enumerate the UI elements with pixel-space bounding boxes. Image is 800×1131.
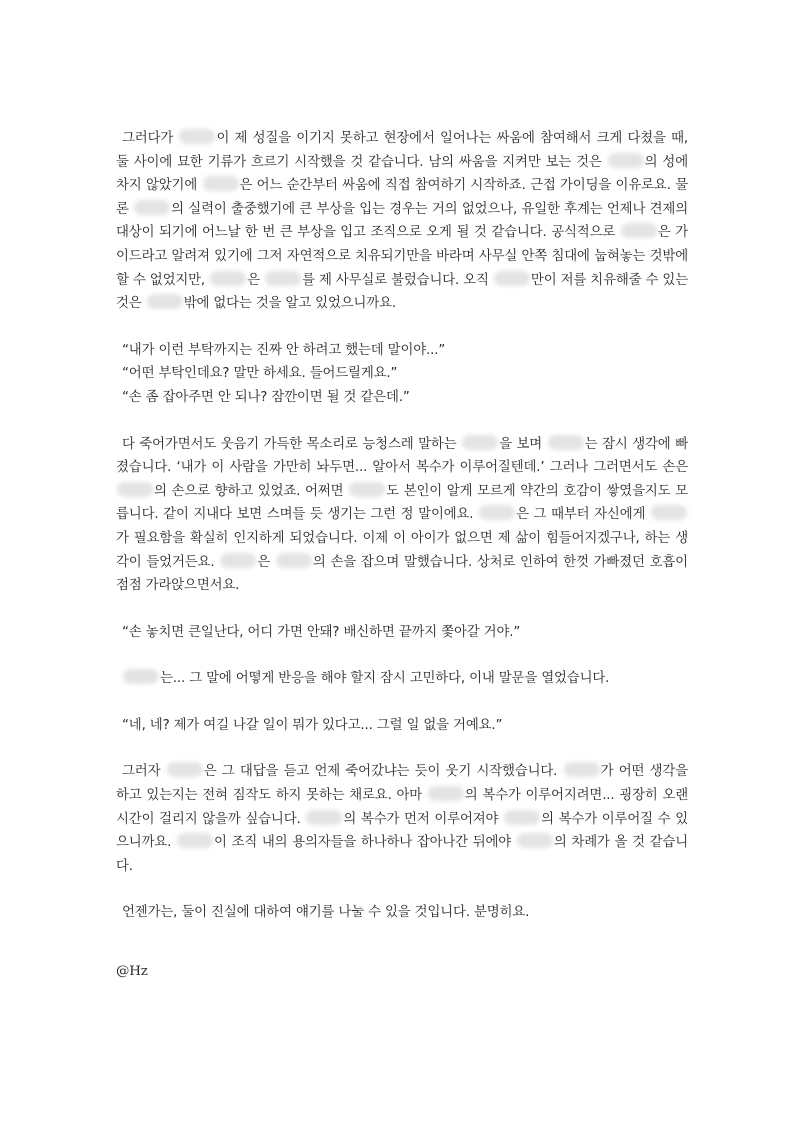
signature: @Hz: [116, 964, 148, 980]
redacted-name: [651, 505, 687, 520]
quote-2: “어떤 부탁인데요? 말만 하세요. 들어드릴게요.”: [122, 366, 398, 382]
paragraph-1: 그러다가 이 제 성질을 이기지 못하고 현장에서 일어나는 싸움에 참여해서 크게 다쳤을 때, 둘 사이에 묘한 기류가 흐르기 시작했을 것 같습니다. 남의 싸움을 지켜만 보는 것은 의 성에 차지 않았기에 은 어느 순간부터 싸움에 직접 참여하기 시작하죠. 근접 가이딩을 이유로요. 물론 의 실력이 출중했기에 큰 부상을 입는 경우는 거의 없었으나, 유일한 후계는 언제나 견제의 대상이 되기에 어느날 한 번 큰 부상을 입고 조직으로 오게 될 것 같습니다. 공식적으로 은 가이드라고 알려져 있기에 그저 자연적으로 치유되기만을 바라며 사무실 안쪽 침대에 눕혀놓는 것밖에 할 수 없었지만, 은 를 제 사무실로 불렀습니다. 오직 만이 저를 치유해줄 수 있는 것은 밖에 없다는 것을 알고 있었으니까요.: [116, 131, 689, 312]
quote-3: “손 좀 잡아주면 안 되나? 잠깐이면 될 것 같은데.”: [122, 389, 410, 405]
redacted-name: [167, 762, 203, 777]
quote-4: “손 놓치면 큰일난다, 어디 가면 안돼? 배신하면 끝까지 쫓아갈 거야.”: [122, 624, 521, 640]
redacted-name: [220, 553, 256, 568]
redacted-name: [479, 505, 515, 520]
redacted-name: [123, 669, 159, 684]
redacted-name: [494, 271, 530, 286]
redacted-name: [179, 129, 215, 144]
paragraph-3: 는... 그 말에 어떻게 반응을 해야 할지 잠시 고민하다, 이내 말문을 열었습니다.: [116, 667, 688, 691]
redacted-name: [608, 153, 644, 168]
redacted-name: [134, 200, 170, 215]
redacted-name: [210, 271, 246, 286]
paragraph-2: 다 죽어가면서도 웃음기 가득한 목소리로 능청스레 말하는 을 보며 는 잠시 생각에 빠졌습니다. ‘내가 이 사람을 가만히 놔두면... 알아서 복수가 이루어질텐데.’ 그러나 그러면서도 손은 의 손으로 향하고 있었죠. 어쩌면 도 본인이 알게 모르게 약간의 호감이 쌓였을지도 모릅니다. 같이 지내다 보면 스며들 듯 생기는 그런 정 말이에요. 은 그 때부터 자신에게 가 필요함을 확실히 인지하게 되었습니다. 이제 이 아이가 없으면 제 삶이 힘들어지겠구나, 하는 생각이 들었거든요. 은 의 손을 잡으며 말했습니다. 상처로 인하여 한껏 가빠졌던 호흡이 점점 가라앉으면서요.: [116, 436, 688, 594]
redacted-name: [428, 786, 464, 801]
redacted-name: [548, 435, 584, 450]
redacted-name: [517, 833, 553, 848]
redacted-name: [349, 482, 385, 497]
redacted-name: [306, 810, 342, 825]
redacted-name: [147, 294, 183, 309]
redacted-name: [504, 810, 540, 825]
paragraph-4: 그러자 은 그 대답을 듣고 언제 죽어갔냐는 듯이 웃기 시작했습니다. 가 어떤 생각을 하고 있는지는 전혀 짐작도 하지 못하는 채로요. 아마 의 복수가 이루어지려면... 굉장히 오랜 시간이 걸리지 않을까 싶습니다. 의 복수가 먼저 이루어져야 의 복수가 이루어질 수 있으니까요. 이 조직 내의 용의자들을 하나하나 잡아나간 뒤에야 의 차례가 올 것 같습니다.: [116, 764, 688, 874]
paragraph-5: 언젠가는, 둘이 진실에 대하여 얘기를 나눌 수 있을 것입니다. 분명히요.: [122, 905, 530, 921]
redacted-name: [265, 271, 301, 286]
redacted-name: [462, 435, 498, 450]
quote-5: “네, 네? 제가 여길 나갈 일이 뭐가 있다고... 그럴 일 없을 거예요.”: [122, 717, 503, 733]
redacted-name: [117, 482, 153, 497]
redacted-name: [621, 223, 657, 238]
redacted-name: [177, 833, 213, 848]
redacted-name: [564, 762, 600, 777]
redacted-name: [203, 176, 239, 191]
redacted-name: [276, 553, 312, 568]
quote-1: “내가 이런 부탁까지는 진짜 안 하려고 했는데 말이야...”: [122, 342, 446, 358]
